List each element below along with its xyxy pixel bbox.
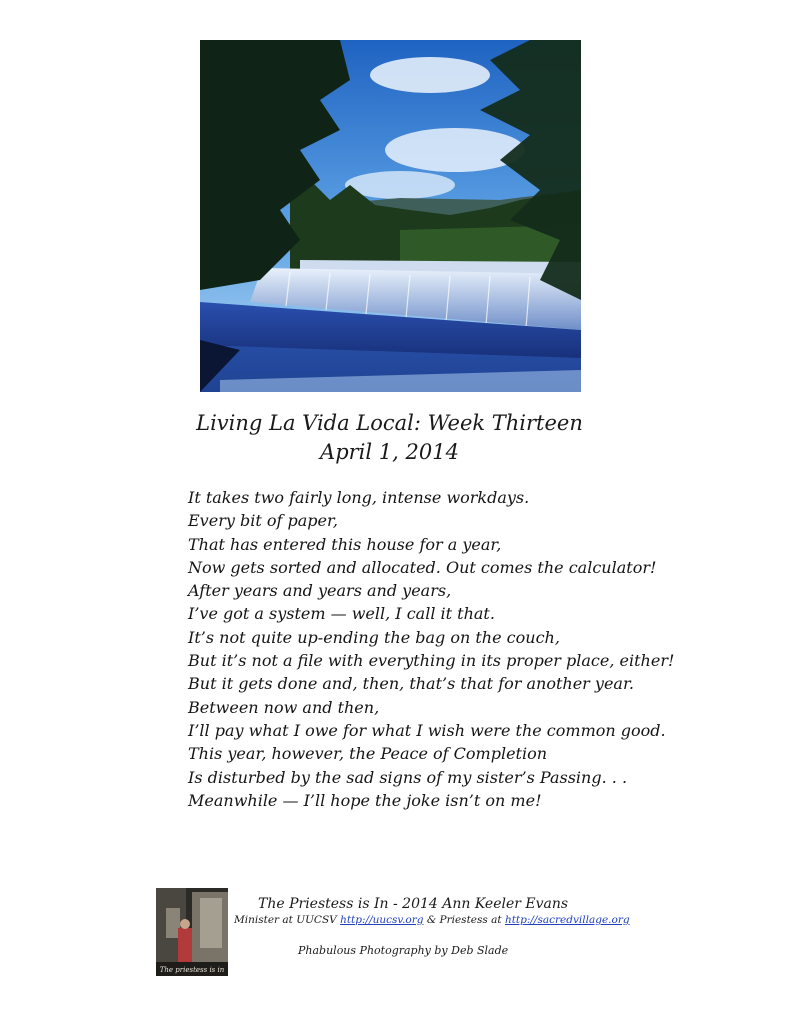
- page-title: Living La Vida Local: Week Thirteen: [196, 411, 583, 435]
- poem-line: After years and years and years,: [188, 581, 452, 601]
- poem-line: But it’s not a file with everything in its proper place, either!: [188, 651, 675, 671]
- uucsv-link[interactable]: http://uucsv.org: [340, 914, 424, 926]
- waterfall-photo-art: [200, 40, 581, 392]
- poem-line: Every bit of paper,: [188, 511, 338, 531]
- priestess-thumbnail-art: [156, 888, 228, 976]
- thumbnail-caption: The priestess is in: [159, 966, 225, 974]
- footer-links-line: [234, 914, 630, 926]
- poem-line: It’s not quite up-ending the bag on the couch,: [188, 627, 560, 647]
- page-date: April 1, 2014: [320, 440, 459, 464]
- priestess-thumbnail: [156, 888, 228, 976]
- minister-label: Minister at UUCSV: [234, 914, 341, 926]
- poem-body: [188, 486, 675, 812]
- poem-line: Between now and then,: [188, 697, 380, 717]
- poem-line: That has entered this house for a year,: [188, 534, 502, 554]
- waterfall-photo: [200, 40, 581, 392]
- photo-credit: Phabulous Photography by Deb Slade: [298, 944, 509, 957]
- poem-line: Is disturbed by the sad signs of my sister’s Passing. . .: [188, 767, 628, 787]
- poem-line: But it gets done and, then, that’s that for another year.: [188, 674, 634, 694]
- poem-line: I’ve got a system — well, I call it that.: [188, 604, 495, 624]
- poem-line: Now gets sorted and allocated. Out comes the calculator!: [188, 557, 657, 577]
- footer-credit-line: The Priestess is In - 2014 Ann Keeler Evans: [258, 896, 569, 912]
- poem-line: It takes two fairly long, intense workdays.: [188, 488, 530, 507]
- poem-line: I’ll pay what I owe for what I wish were the common good.: [188, 720, 666, 740]
- sacredvillage-link[interactable]: http://sacredvillage.org: [504, 914, 630, 926]
- poem-line: This year, however, the Peace of Completion: [188, 744, 548, 764]
- poem-line: Meanwhile — I’ll hope the joke isn’t on me!: [188, 790, 542, 810]
- priestess-label: & Priestess at: [423, 914, 505, 926]
